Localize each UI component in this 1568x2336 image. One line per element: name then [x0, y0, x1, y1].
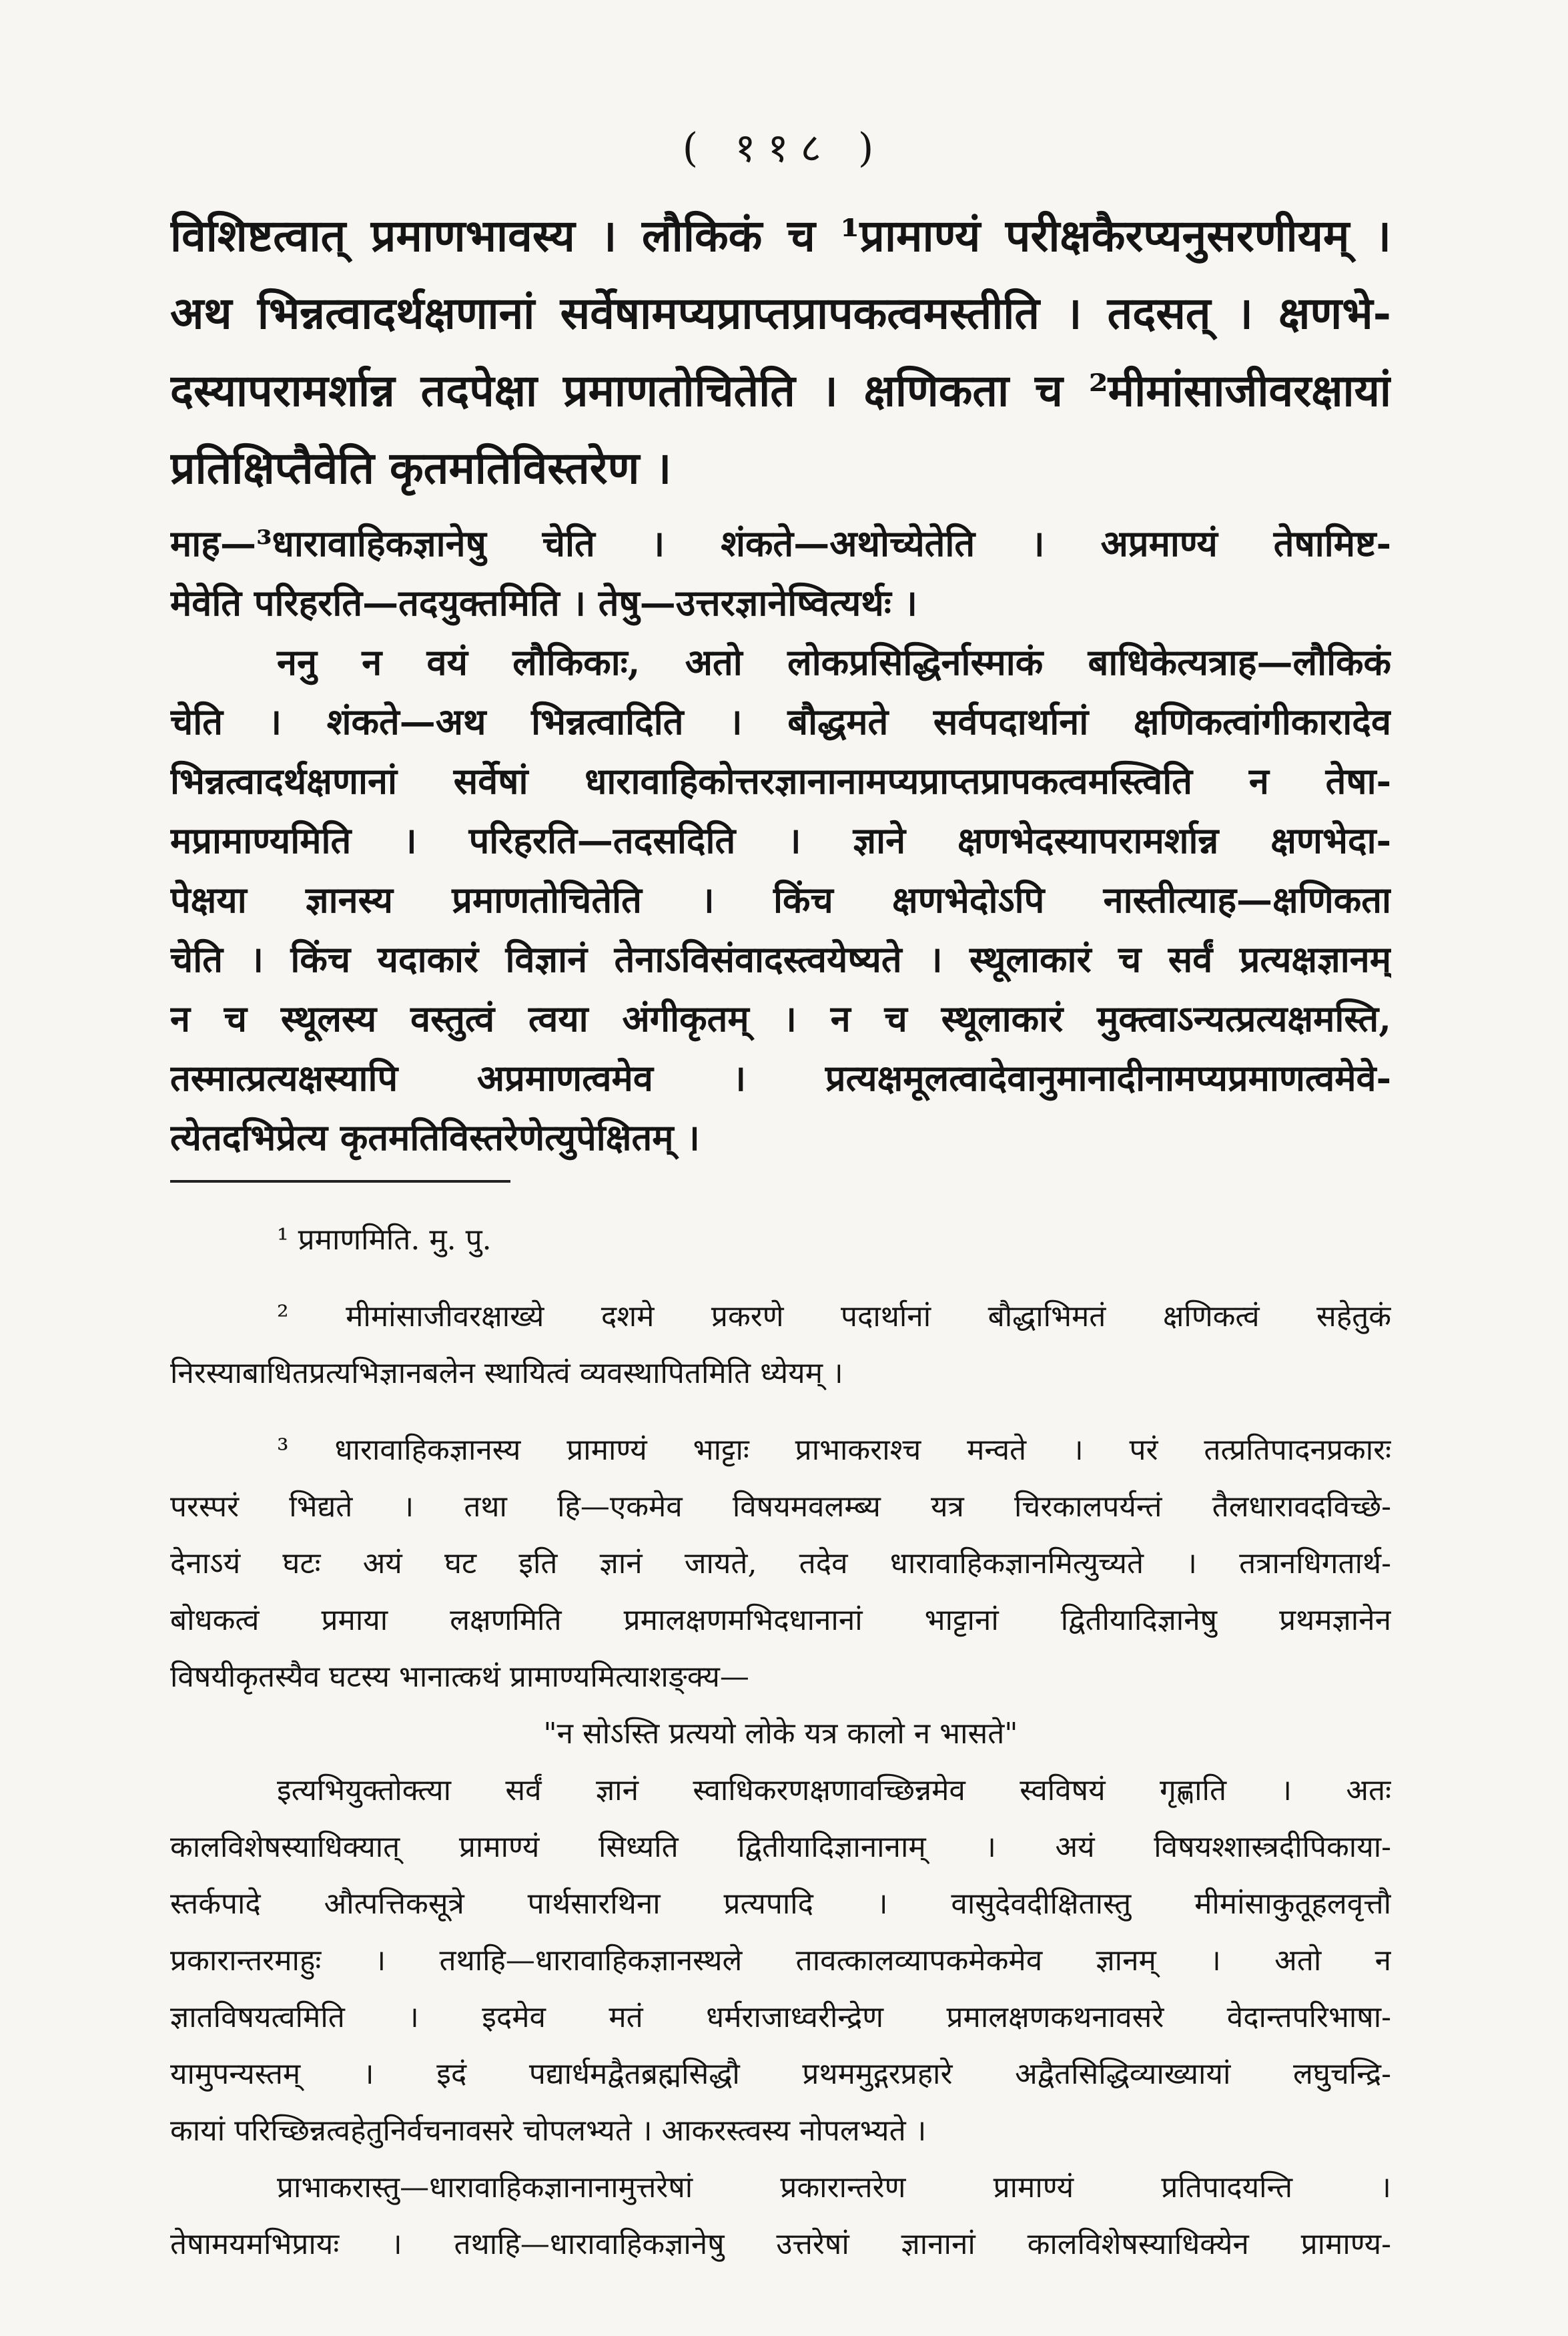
footnote-3-line: इत्यभियुक्तोक्त्या सर्वं ज्ञानं स्वाधिकरणक्षणावच्छिन्नमेव स्वविषयं गृह्णाति । अतः — [277, 1773, 1391, 1807]
footnote-3-line: तेषामयमभिप्रायः । तथाहि—धारावाहिकज्ञानेषु उत्तरेषां ज्ञानानां कालविशेषस्याधिक्येन प्रामाण्य- — [170, 2227, 1391, 2261]
footnote-3-line: प्रकारान्तरमाहुः । तथाहि—धारावाहिकज्ञानस्थले तावत्कालव्यापकमेकमेव ज्ञानम् । अतो न — [170, 1944, 1391, 1978]
page-number: ( ११८ ) — [682, 125, 886, 172]
footnote-3-line: यामुपन्यस्तम् । इदं पद्यार्धमद्वैतब्रह्मसिद्धौ प्रथममुद्गरप्रहारे अद्वैतसिद्धिव्याख्यायां लघुचन्द्रि- — [170, 2057, 1391, 2091]
commentary-line: चेति । शंकते—अथ भिन्नत्वादिति । बौद्धमते सर्वपदार्थानां क्षणिकत्वांगीकारादेव — [170, 700, 1391, 743]
main-text-line: अथ भिन्नत्वादर्थक्षणानां सर्वेषामप्यप्राप्तप्रापकत्वमस्तीति । तदसत् । क्षणभे- — [170, 287, 1391, 339]
footnote-3-line: ³ धारावाहिकज्ञानस्य प्रामाण्यं भाट्टाः प्राभाकराश्च मन्वते । परं तत्प्रतिपादनप्रकारः — [277, 1433, 1391, 1467]
footnote-2-line: ² मीमांसाजीवरक्षाख्ये दशमे प्रकरणे पदार्थानां बौद्धाभिमतं क्षणिकत्वं सहेतुकं — [277, 1299, 1391, 1334]
footnotes — [170, 1211, 1391, 2273]
footnote-divider — [170, 1180, 510, 1183]
commentary-line: त्येतदभिप्रेत्य कृतमतिविस्तरेणेत्युपेक्षितम् । — [170, 1116, 700, 1159]
footnote-3-line: बोधकत्वं प्रमाया लक्षणमिति प्रमालक्षणमभिदधानानां भाट्टानां द्वितीयादिज्ञानेषु प्रथमज्ञानेन — [170, 1603, 1391, 1637]
footnote-2-line: निरस्याबाधितप्रत्यभिज्ञानबलेन स्थायित्वं व्यवस्थापितमिति ध्येयम् । — [170, 1356, 843, 1390]
commentary-line: मप्रामाण्यमिति । परिहरति—तदसदिति । ज्ञाने क्षणभेदस्यापरामर्शान्न क्षणभेदा- — [170, 819, 1391, 862]
main-text-line: विशिष्टत्वात् प्रमाणभावस्य । लौकिकं च ¹प्रामाण्यं परीक्षकैरप्यनुसरणीयम् । — [170, 210, 1391, 262]
footnote-3-line: परस्परं भिद्यते । तथा हि—एकमेव विषयमवलम्ब्य यत्र चिरकालपर्यन्तं तैलधारावदविच्छे- — [170, 1490, 1391, 1524]
main-text — [170, 197, 1391, 507]
main-text-line: प्रतिक्षिप्तैवेति कृतमतिविस्तरेण । — [170, 442, 672, 494]
footnote-3-line: कायां परिच्छिन्नत्वहेतुनिर्वचनावसरे चोपलभ्यते । आकरस्त्वस्य नोपलभ्यते । — [170, 2114, 927, 2148]
footnote-3-line: देनाऽयं घटः अयं घट इति ज्ञानं जायते, तदेव धारावाहिकज्ञानमित्युच्यते । तत्रानधिगतार्थ- — [170, 1546, 1391, 1580]
footnote-3-line: कालविशेषस्याधिक्यात् प्रामाण्यं सिध्यति द्वितीयादिज्ञानानाम् । अयं विषयश्शास्त्रदीपिकाया- — [170, 1830, 1391, 1864]
footnote-3-line: विषयीकृतस्यैव घटस्य भानात्कथं प्रामाण्यमित्याशङ्क्य— — [170, 1660, 749, 1694]
commentary-line: तस्मात्प्रत्यक्षस्यापि अप्रमाणत्वमेव । प्रत्यक्षमूलत्वादेवानुमानादीनामप्यप्रमाणत्वमेवे- — [170, 1057, 1391, 1099]
commentary-line: न च स्थूलस्य वस्तुत्वं त्वया अंगीकृतम् । न च स्थूलाकारं मुक्त्वाऽन्यत्प्रत्यक्षमस्ति, — [170, 997, 1391, 1040]
footnote-1: ¹ प्रमाणमिति. मु. पु. — [277, 1223, 492, 1257]
commentary-line: चेति । किंच यदाकारं विज्ञानं तेनाऽविसंवादस्त्वयेष्यते । स्थूलाकारं च सर्वं प्रत्यक्षज्ञानम् — [170, 938, 1391, 980]
commentary-line: भिन्नत्वादर्थक्षणानां सर्वेषां धारावाहिकोत्तरज्ञानानामप्यप्राप्तप्रापकत्वमस्त्विति न तेषा- — [170, 760, 1391, 802]
commentary-line: माह—³धारावाहिकज्ञानेषु चेति । शंकते—अथोच्येतेति । अप्रमाण्यं तेषामिष्ट- — [170, 522, 1391, 565]
commentary-line: पेक्षया ज्ञानस्य प्रमाणतोचितेति । किंच क्षणभेदोऽपि नास्तीत्याह—क्षणिकता — [170, 878, 1391, 921]
commentary-line: ननु न वयं लौकिकाः, अतो लोकप्रसिद्धिर्नास्माकं बाधिकेत्यत्राह—लौकिकं — [277, 641, 1391, 683]
footnote-quote: "न सोऽस्ति प्रत्ययो लोके यत्र कालो न भासते" — [543, 1717, 1018, 1751]
footnote-3-line: स्तर्कपादे औत्पत्तिकसूत्रे पार्थसारथिना प्रत्यपादि । वासुदेवदीक्षितास्तु मीमांसाकुतूहलवृत्तौ — [170, 1887, 1391, 1921]
footnote-3-line: ज्ञातविषयत्वमिति । इदमेव मतं धर्मराजाध्वरीन्द्रेण प्रमालक्षणकथनावसरे वेदान्तपरिभाषा- — [170, 2000, 1391, 2034]
commentary — [170, 514, 1391, 1167]
commentary-line: मेवेति परिहरति—तदयुक्तमिति । तेषु—उत्तरज्ञानेष्वित्यर्थः । — [170, 581, 917, 624]
main-text-line: दस्यापरामर्शान्न तदपेक्षा प्रमाणतोचितेति । क्षणिकता च ²मीमांसाजीवरक्षायां — [170, 364, 1391, 416]
footnote-3-line: प्राभाकरास्तु—धारावाहिकज्ञानानामुत्तरेषां प्रकारान्तरेण प्रामाण्यं प्रतिपादयन्ति । — [277, 2170, 1391, 2205]
